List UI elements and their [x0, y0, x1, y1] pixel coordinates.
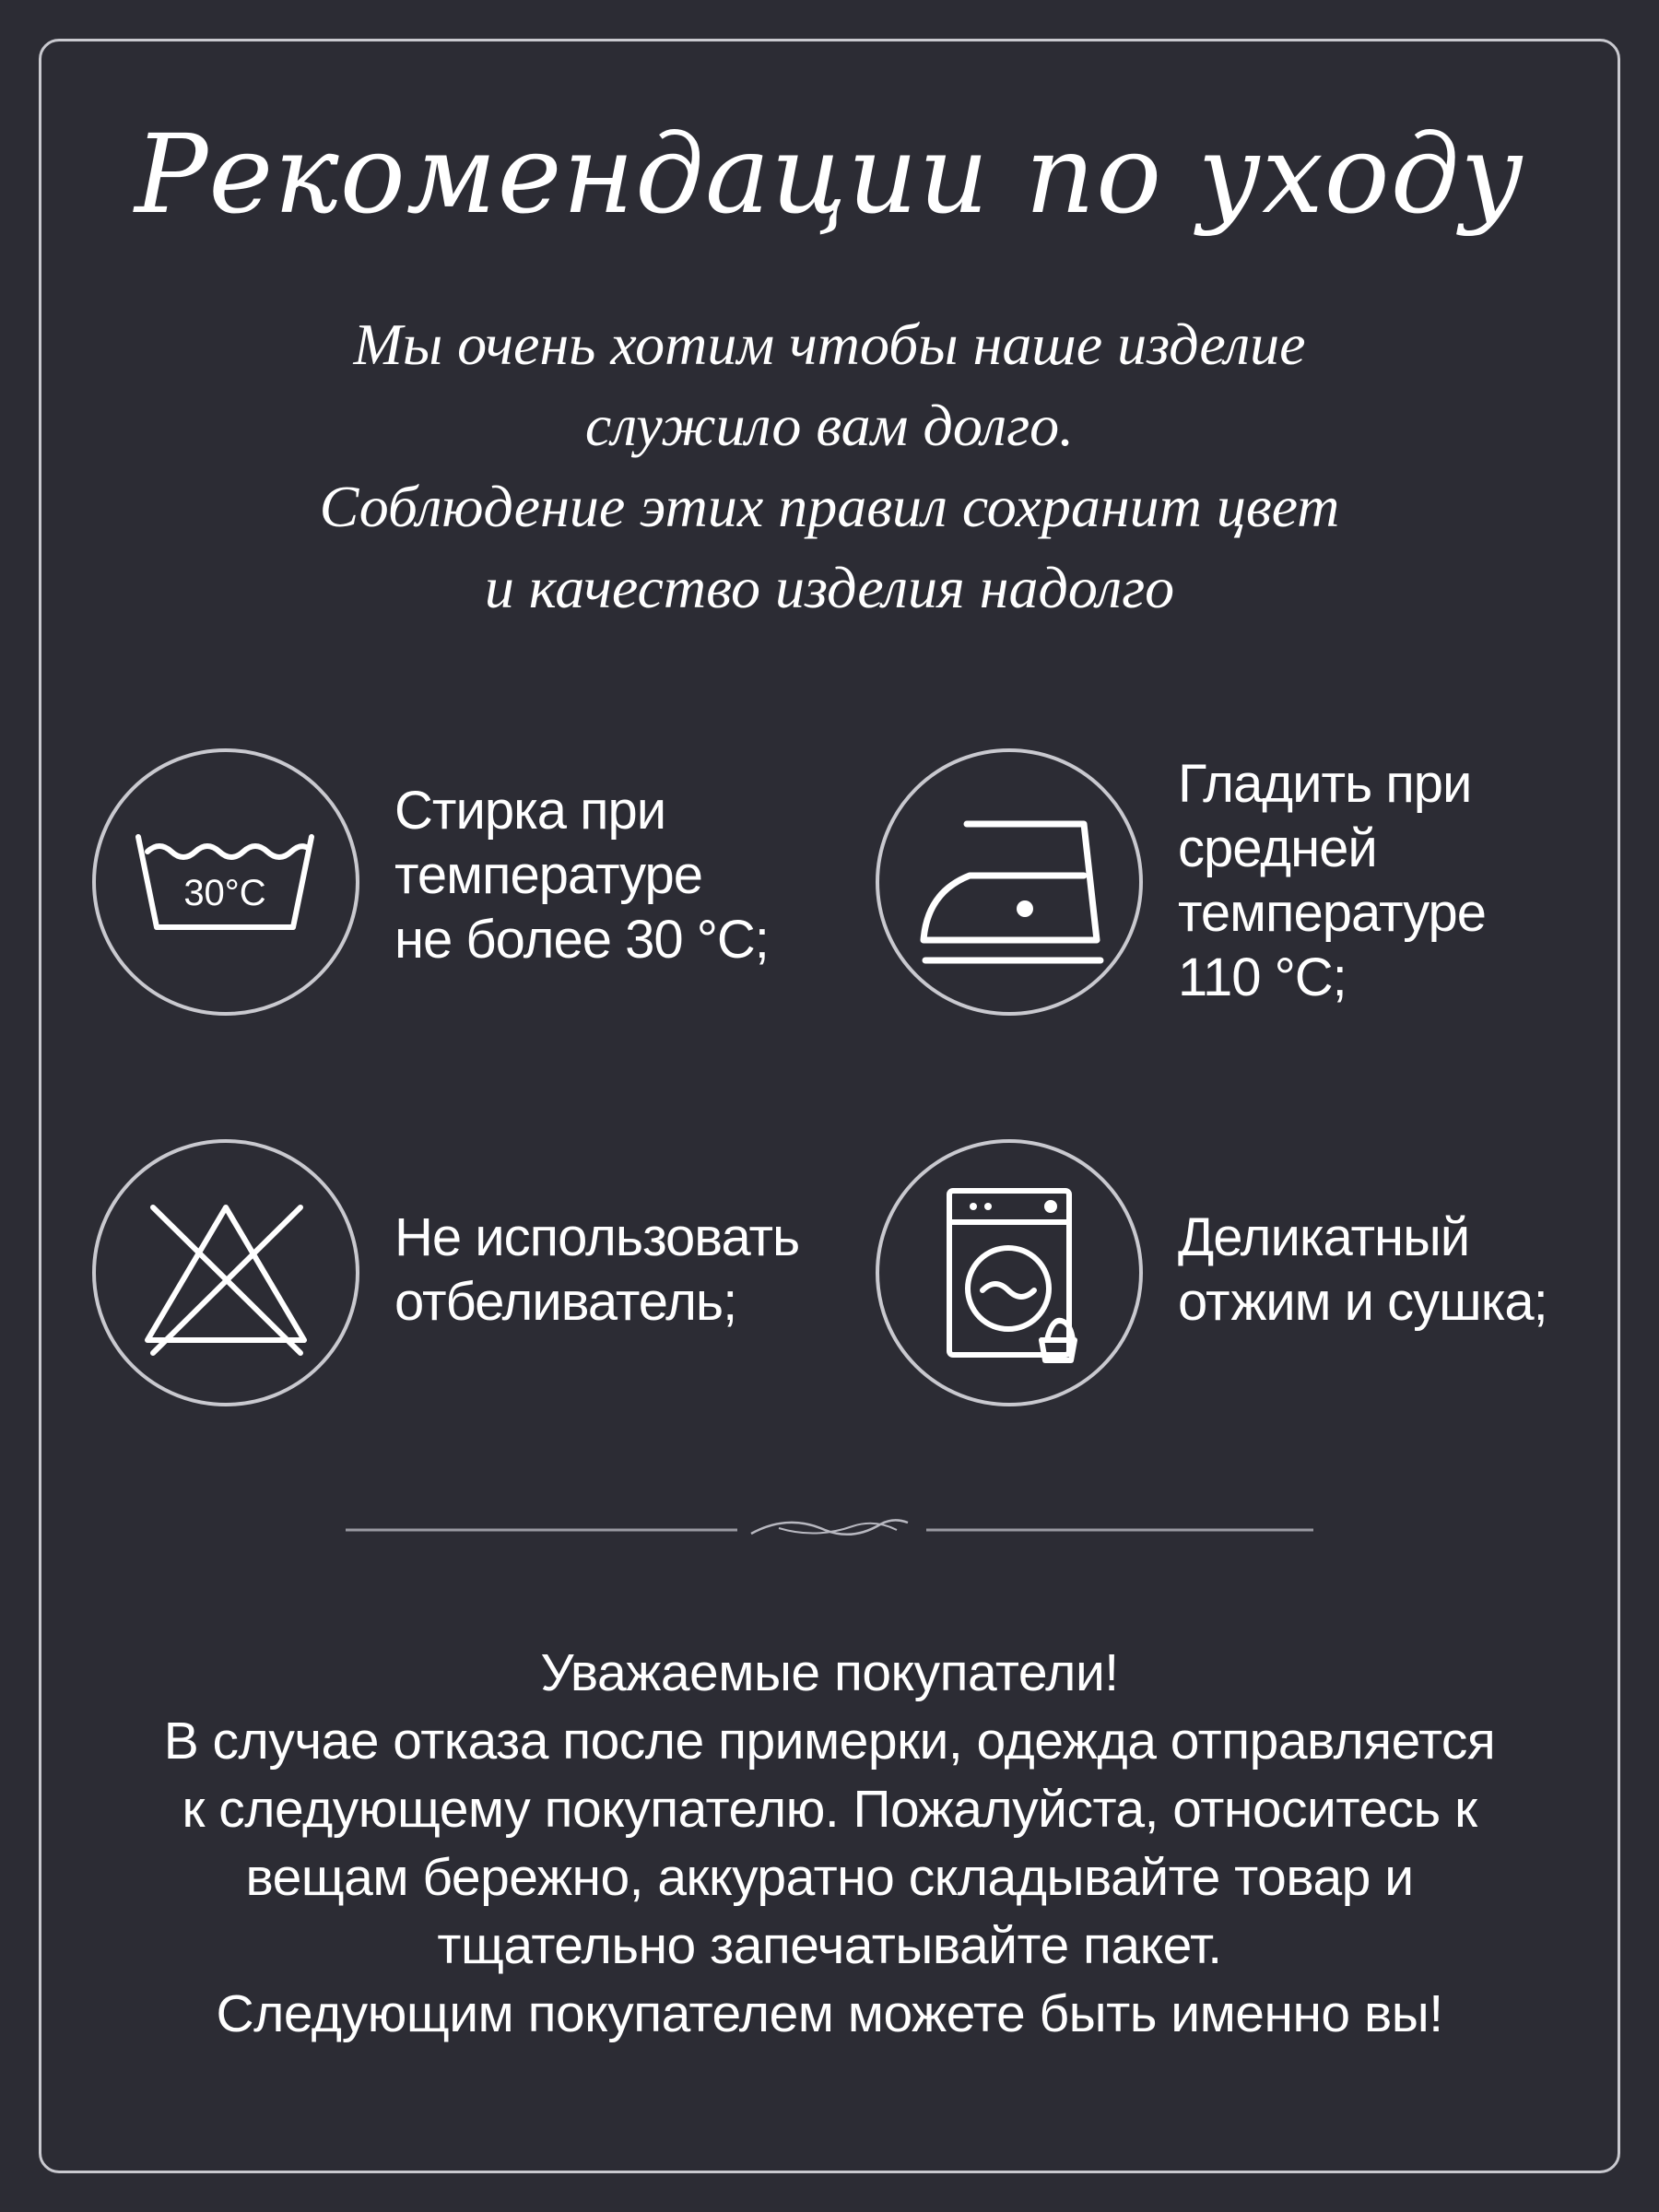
footer-line: вещам бережно, аккуратно складывайте товар и: [245, 1848, 1414, 1907]
washing-machine-delicate-icon: [876, 1139, 1143, 1406]
no-bleach-icon: [92, 1139, 359, 1406]
page-title: Рекомендации по уходу: [135, 111, 1524, 238]
ornament-divider: [346, 1512, 1313, 1548]
footer-line: В случае отказа после примерки, одежда отправляется: [163, 1712, 1496, 1771]
footer-line: Уважаемые покупатели!: [540, 1643, 1119, 1702]
care-line: Стирка при: [394, 781, 666, 841]
wash-temperature-label: 30°C: [183, 873, 266, 913]
iron-medium-icon: [876, 748, 1143, 1016]
care-text-bleach: [394, 1206, 799, 1335]
care-line: 110 °C;: [1178, 947, 1347, 1007]
wash-30-icon: [92, 748, 359, 1016]
care-text-iron: [1178, 752, 1486, 1010]
care-line: отбеливатель;: [394, 1272, 737, 1332]
care-line: температуре: [394, 845, 703, 905]
intro-line: Соблюдение этих правил сохранит цвет: [319, 474, 1340, 539]
footer-note: [0, 1639, 1659, 2048]
intro-line: служило вам долго.: [584, 393, 1075, 458]
care-line: не более 30 °C;: [394, 910, 769, 970]
care-line: отжим и сушка;: [1178, 1272, 1547, 1332]
care-line: Не использовать: [394, 1207, 800, 1267]
care-text-machine: [1178, 1206, 1547, 1335]
intro-line: и качество изделия надолго: [484, 555, 1175, 620]
footer-line: Следующим покупателем можете быть именно вы!: [216, 1984, 1443, 2043]
footer-line: к следующему покупателю. Пожалуйста, относитесь к: [182, 1780, 1477, 1839]
care-text-wash: [394, 779, 769, 972]
intro-line: Мы очень хотим чтобы наше изделие: [353, 312, 1306, 377]
footer-line: тщательно запечатывайте пакет.: [437, 1916, 1222, 1975]
intro-text: [0, 304, 1659, 629]
care-line: средней: [1178, 818, 1377, 878]
care-line: Гладить при: [1178, 754, 1472, 814]
care-line: температуре: [1178, 883, 1487, 943]
care-line: Деликатный: [1178, 1207, 1470, 1267]
